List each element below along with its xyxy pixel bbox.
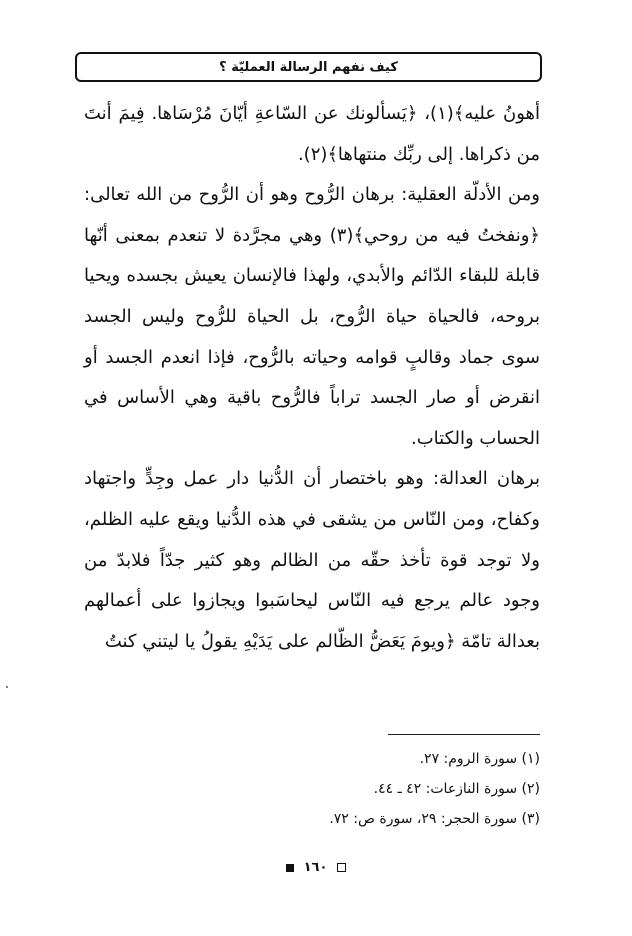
- page-number: ١٦٠: [303, 860, 328, 875]
- footnote-divider: [388, 734, 540, 735]
- running-header: [75, 52, 542, 82]
- running-header-title: كيف نفهم الرسالة العمليّة ؟: [219, 59, 398, 75]
- footnote-1: (١) سورة الروم: ٢٧.: [419, 751, 540, 767]
- page-footer: [0, 860, 632, 875]
- filled-square-icon: [286, 864, 294, 872]
- paragraph-3: برهان العدالة: وهو باختصار أن الدُّنيا دار عمل وجِدٍّ واجتهاد وكفاح، ومن النّاس من يشقى في هذه الدُّنيا ويقع عليه الظلم، ولا توجد قوة تأخذ حقّه من الظالم وهو كثير جدّاً فلابدّ من وجود عالم يرجع فيه النّاس ليحاسَبوا ويجازوا على أعمالهم بعدالة تامّة ﴿ويومَ يَعَضُّ الظّالم على يَدَيْهِ يقولُ يا ليتني كنتُ: [84, 468, 540, 652]
- footnote-2: (٢) سورة النازعات: ٤٢ ـ ٤٤.: [373, 781, 540, 797]
- open-square-icon: [337, 863, 346, 872]
- margin-dot: [6, 686, 8, 688]
- paragraph-1: أهونُ عليه﴾(١)، ﴿يَسألونك عن السّاعةِ أيّانَ مُرْسَاها. فِيمَ أنتَ من ذكراها. إلى ربِّك منتهاها﴾(٢).: [84, 103, 540, 165]
- paragraph-2: ومن الأدلّة العقلية: برهان الرُّوح وهو أن الرُّوح من الله تعالى: ﴿ونفختُ فيه من روحي﴾(٣) وهي مجرَّدة لا تنعدم بمعنى أنّها قابلة للبقاء الدّائم والأبدي، ولهذا فالإنسان يعيش بجسده ويحيا بروحه، فالحياة حياة الرُّوح، بل الحياة للرُّوح وليس الجسد سوى جماد وقالبٍ قوامه وحياته بالرُّوح، فإذا انعدم الجسد أو انقرض أو صار الجسد تراباً فالرُّوح باقية وهي الأساس في الحساب والكتاب.: [84, 184, 540, 449]
- footnotes: [84, 744, 540, 834]
- footnote-3: (٣) سورة الحجر: ٢٩، سورة ص: ٧٢.: [329, 811, 540, 827]
- main-text: [84, 94, 540, 662]
